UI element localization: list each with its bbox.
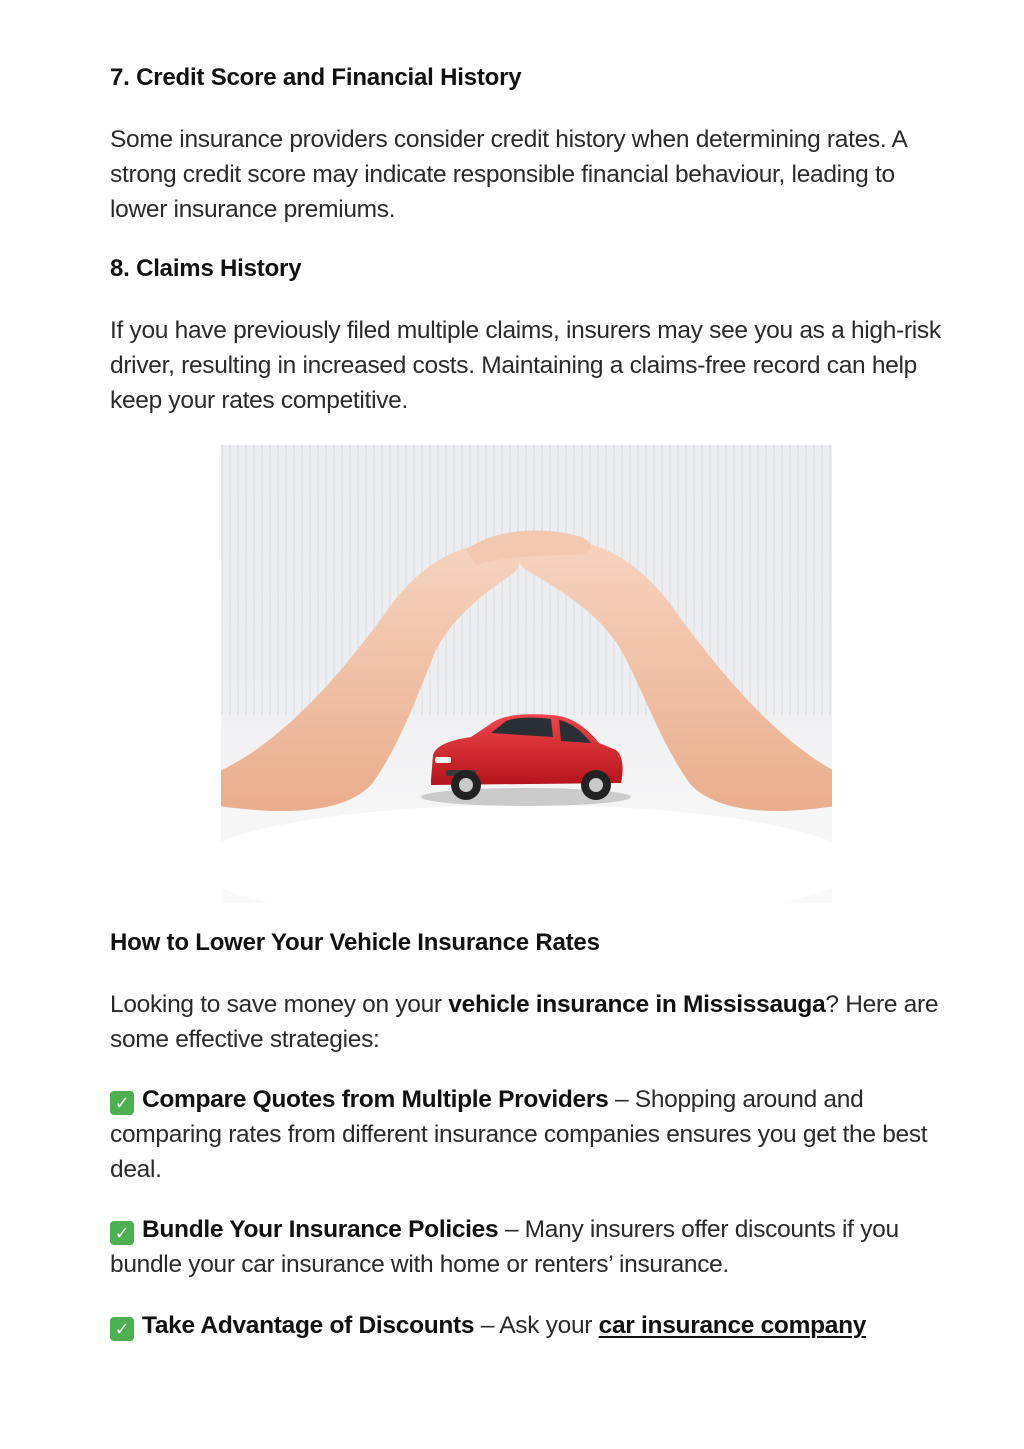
tip-text: – Shopping around and comparing rates from different insurance companies ensures you get the best deal.: [110, 1086, 928, 1183]
section-8-heading: 8. Claims History: [110, 255, 302, 282]
section-7-heading: 7. Credit Score and Financial History: [110, 64, 522, 91]
car-insurance-company-link[interactable]: car insurance company: [598, 1312, 867, 1339]
photo-illustration: [221, 445, 832, 903]
tip-bundle-policies: [110, 1212, 946, 1282]
table-surface: [221, 805, 832, 903]
lower-rates-intro: [110, 987, 946, 1057]
lower-rates-heading: How to Lower Your Vehicle Insurance Rates: [110, 929, 600, 956]
check-mark-icon: ✓: [110, 1221, 134, 1245]
check-mark-icon: ✓: [110, 1091, 134, 1115]
section-8-body: If you have previously filed multiple claims, insurers may see you as a high-risk driver, resulting in increased costs. Maintaining a claims-free record can help keep your rates competitive.: [110, 317, 941, 414]
intro-after: ? Here are some effective strategies:: [110, 991, 939, 1053]
tip-discounts: [110, 1308, 946, 1343]
tip-title: Take Advantage of Discounts: [142, 1312, 475, 1339]
intro-keyword: vehicle insurance in Mississauga: [448, 991, 826, 1018]
tip-compare-quotes: [110, 1082, 946, 1187]
tip-title: Compare Quotes from Multiple Providers: [142, 1086, 609, 1113]
hands-protecting-car-photo: [221, 445, 832, 903]
tip-text: – Ask your: [474, 1312, 599, 1339]
tip-text: – Many insurers offer discounts if you bundle your car insurance with home or renters’ insurance.: [110, 1216, 899, 1278]
tip-title: Bundle Your Insurance Policies: [142, 1216, 499, 1243]
check-mark-icon: ✓: [110, 1317, 134, 1341]
intro-before: Looking to save money on your: [110, 991, 449, 1018]
section-7-body: Some insurance providers consider credit history when determining rates. A strong credit score may indicate responsible financial behaviour, leading to lower insurance premiums.: [110, 126, 907, 223]
shirt-background: [221, 445, 832, 715]
